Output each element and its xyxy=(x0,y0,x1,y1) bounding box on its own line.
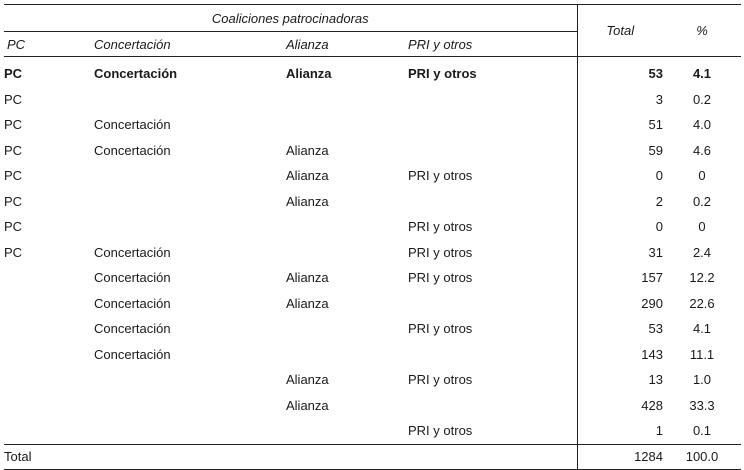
cell-pri: PRI y otros xyxy=(408,168,473,184)
cell-total: 0 xyxy=(577,163,663,189)
cell-pc: PC xyxy=(4,142,23,158)
cell-percent: 1.0 xyxy=(692,372,712,388)
cell-percent: 0.2 xyxy=(692,193,712,209)
cell-pri xyxy=(408,189,577,215)
total-row-count: 1284 xyxy=(577,444,663,469)
cell-alianza xyxy=(286,240,408,266)
cell-total: 53 xyxy=(577,316,663,342)
cell-alianza xyxy=(286,418,408,444)
cell-total: 2 xyxy=(577,189,663,215)
header-row-top xyxy=(4,5,741,32)
cell-percent: 4.0 xyxy=(692,117,712,133)
cell-total: 290 xyxy=(577,291,663,317)
cell-pc xyxy=(4,418,94,444)
table-header xyxy=(4,5,741,57)
cell-percent: 4.1 xyxy=(692,66,712,82)
cell-pri xyxy=(408,393,577,419)
table-row xyxy=(4,265,741,291)
cell-pc: PC xyxy=(4,244,23,260)
cell-alianza: Alianza xyxy=(286,142,329,158)
table-row xyxy=(4,138,741,164)
cell-total: 143 xyxy=(577,342,663,368)
cell-concertacion xyxy=(94,214,286,240)
column-header-pc: PC xyxy=(4,32,94,57)
cell-pri xyxy=(408,342,577,368)
cell-pri: PRI y otros xyxy=(408,219,473,235)
cell-pc xyxy=(4,316,94,342)
cell-pri: PRI y otros xyxy=(408,372,473,388)
cell-concertacion: Concertación xyxy=(94,117,171,133)
table-row xyxy=(4,214,741,240)
table-row xyxy=(4,87,741,113)
cell-concertacion: Concertación xyxy=(94,321,171,337)
cell-percent: 33.3 xyxy=(689,397,715,413)
cell-total: 1 xyxy=(577,418,663,444)
cell-concertacion xyxy=(94,367,286,393)
table-row xyxy=(4,393,741,419)
cell-alianza xyxy=(286,316,408,342)
cell-total: 157 xyxy=(577,265,663,291)
cell-alianza: Alianza xyxy=(286,397,329,413)
cell-concertacion: Concertación xyxy=(94,142,171,158)
cell-percent: 0.1 xyxy=(692,423,712,439)
cell-pc xyxy=(4,265,94,291)
cell-pc xyxy=(4,393,94,419)
cell-percent: 4.6 xyxy=(692,142,712,158)
cell-percent: 11.1 xyxy=(689,346,715,362)
table-body xyxy=(4,57,741,445)
cell-pc: PC xyxy=(4,117,23,133)
cell-pc: PC xyxy=(4,193,23,209)
total-row-percent: 100.0 xyxy=(663,444,741,469)
cell-percent: 0 xyxy=(698,168,706,184)
coalitions-table xyxy=(4,4,741,470)
cell-pc xyxy=(4,291,94,317)
cell-pri: PRI y otros xyxy=(408,66,477,82)
percent-column-header: % xyxy=(663,5,741,57)
table-row xyxy=(4,418,741,444)
cell-pri: PRI y otros xyxy=(408,423,473,439)
cell-concertacion: Concertación xyxy=(94,346,171,362)
cell-alianza: Alianza xyxy=(286,295,329,311)
cell-concertacion xyxy=(94,393,286,419)
table-row xyxy=(4,189,741,215)
table-row xyxy=(4,342,741,368)
cell-total: 13 xyxy=(577,367,663,393)
table-row xyxy=(4,316,741,342)
table-row xyxy=(4,367,741,393)
cell-percent: 0.2 xyxy=(692,91,712,107)
table-row xyxy=(4,240,741,266)
total-row-label: Total xyxy=(4,444,94,469)
cell-alianza: Alianza xyxy=(286,168,329,184)
column-header-alianza: Alianza xyxy=(286,32,408,57)
total-row xyxy=(4,444,741,469)
cell-concertacion xyxy=(94,163,286,189)
cell-concertacion: Concertación xyxy=(94,270,171,286)
cell-concertacion: Concertación xyxy=(94,295,171,311)
cell-pc: PC xyxy=(4,66,23,82)
group-header: Coaliciones patrocinadoras xyxy=(4,5,577,32)
cell-alianza: Alianza xyxy=(286,66,332,82)
cell-concertacion xyxy=(94,189,286,215)
table-row xyxy=(4,57,741,87)
cell-concertacion: Concertación xyxy=(94,244,171,260)
cell-percent: 2.4 xyxy=(692,244,712,260)
cell-pri: PRI y otros xyxy=(408,270,473,286)
cell-concertacion: Concertación xyxy=(94,66,178,82)
total-column-header: Total xyxy=(577,5,663,57)
cell-pri: PRI y otros xyxy=(408,244,473,260)
cell-pc xyxy=(4,342,94,368)
cell-pc: PC xyxy=(4,219,23,235)
column-header-pri: PRI y otros xyxy=(408,32,577,57)
cell-total: 31 xyxy=(577,240,663,266)
cell-total: 0 xyxy=(577,214,663,240)
table-row xyxy=(4,112,741,138)
cell-pri: PRI y otros xyxy=(408,321,473,337)
cell-pri xyxy=(408,112,577,138)
cell-concertacion xyxy=(94,418,286,444)
cell-pc: PC xyxy=(4,168,23,184)
cell-total: 53 xyxy=(577,57,663,87)
cell-total: 3 xyxy=(577,87,663,113)
cell-alianza xyxy=(286,214,408,240)
cell-pri xyxy=(408,138,577,164)
cell-total: 51 xyxy=(577,112,663,138)
cell-pc: PC xyxy=(4,91,23,107)
cell-total: 59 xyxy=(577,138,663,164)
cell-pc xyxy=(4,367,94,393)
column-header-concertacion: Concertación xyxy=(94,32,286,57)
table-footer xyxy=(4,444,741,469)
cell-concertacion xyxy=(94,87,286,113)
cell-percent: 4.1 xyxy=(692,321,712,337)
cell-pri xyxy=(408,291,577,317)
cell-alianza: Alianza xyxy=(286,193,329,209)
cell-percent: 12.2 xyxy=(689,270,715,286)
cell-alianza xyxy=(286,342,408,368)
cell-alianza: Alianza xyxy=(286,372,329,388)
cell-alianza: Alianza xyxy=(286,270,329,286)
cell-pri xyxy=(408,87,577,113)
cell-alianza xyxy=(286,87,408,113)
table-row xyxy=(4,291,741,317)
cell-percent: 22.6 xyxy=(689,295,715,311)
table-row xyxy=(4,163,741,189)
cell-total: 428 xyxy=(577,393,663,419)
cell-percent: 0 xyxy=(698,219,706,235)
cell-alianza xyxy=(286,112,408,138)
